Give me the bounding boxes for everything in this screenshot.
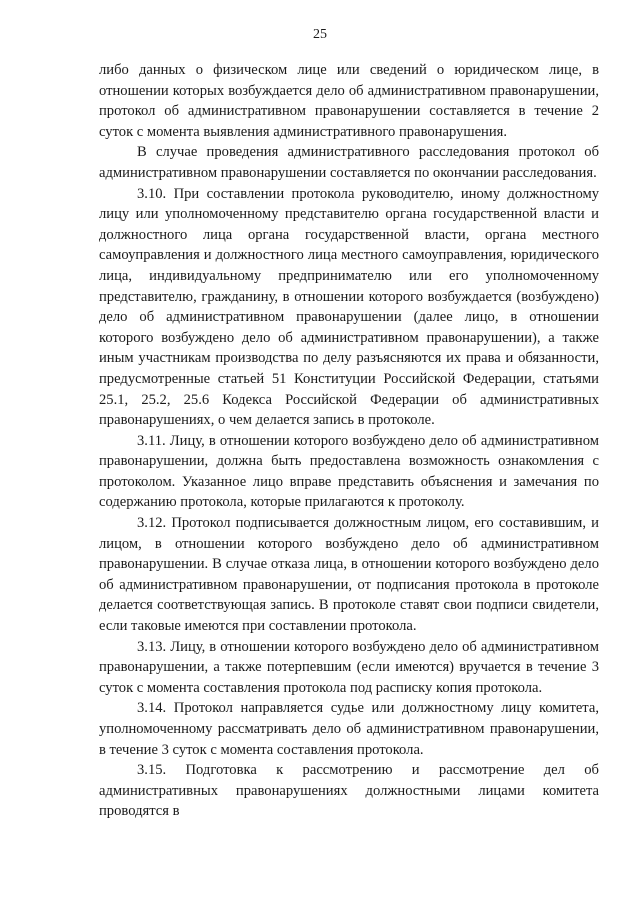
document-body bbox=[99, 60, 599, 822]
paragraph-3-10: 3.10. При составлении протокола руководителю, иному должностному лицу или уполномоченному представителю органа государственной власти и должностного лица органа государственной власти, органа местного самоуправления и должностного лица местного самоуправления, юридического лица, индивидуальному предпринимателю или его уполномоченному представителю, гражданину, в отношении которого возбуждается (возбуждено) дело об административном правонарушении (далее лицо, в отношении которого возбуждено дело об административном правонарушении), а также иным участникам производства по делу разъясняются их права и обязанности, предусмотренные статьей 51 Конституции Российской Федерации, статьями 25.1, 25.2, 25.6 Кодекса Российской Федерации об административных правонарушениях, о чем делается запись в протоколе. bbox=[99, 185, 599, 429]
paragraph-3-12: 3.12. Протокол подписывается должностным лицом, его составившим, и лицом, в отношении которого возбуждено дело об административном правонарушении. В случае отказа лица, в отношении которого возбуждено дело об административном правонарушении, от подписания протокола в протоколе делается соответствующая запись. В протоколе ставят свои подписи свидетели, если таковые имеются при составлении протокола. bbox=[99, 515, 599, 635]
paragraph-3-13: 3.13. Лицу, в отношении которого возбуждено дело об административном правонарушении, а также потерпевшим (если имеются) вручается в течение 3 суток с момента составления протокола под расписку копия протокола. bbox=[99, 638, 599, 696]
paragraph-investigation: В случае проведения административного расследования протокол об административном правонарушении составляется по окончании расследования. bbox=[99, 144, 599, 181]
paragraph-3-11: 3.11. Лицу, в отношении которого возбуждено дело об административном правонарушении, должна быть предоставлена возможность ознакомления с протоколом. Указанное лицо вправе представить объяснения и замечания по содержанию протокола, которые прилагаются к протоколу. bbox=[99, 432, 599, 511]
paragraph-3-15: 3.15. Подготовка к рассмотрению и рассмотрение дел об административных правонарушениях должностными лицами комитета проводятся в bbox=[99, 762, 599, 820]
paragraph-3-14: 3.14. Протокол направляется судье или должностному лицу комитета, уполномоченному рассматривать дело об административном правонарушении, в течение 3 суток с момента составления протокола. bbox=[99, 700, 599, 758]
paragraph-continuation: либо данных о физическом лице или сведений о юридическом лице, в отношении которых возбуждается дело об административном правонарушении, протокол об административном правонарушении составляется в течение 2 суток с момента выявления административного правонарушения. bbox=[99, 62, 599, 140]
page-number: 25 bbox=[313, 27, 327, 42]
